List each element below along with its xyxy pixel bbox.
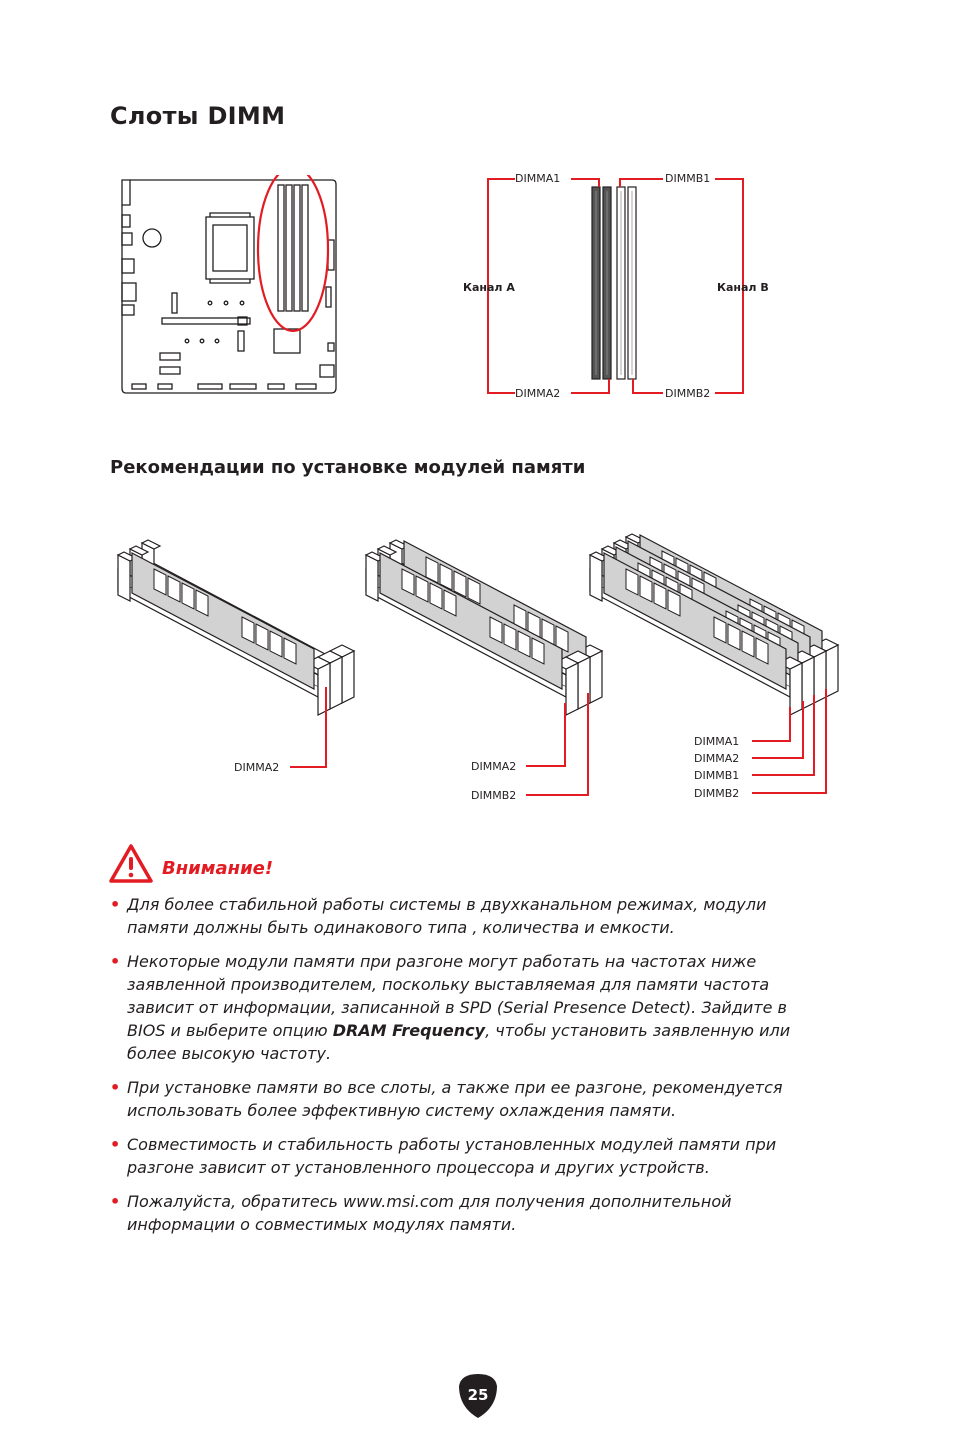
warning-item: • Пожалуйста, обратитесь www.msi.com для получения дополнительной информации о совместимых модулях памяти.	[110, 1190, 830, 1236]
motherboard-diagram	[110, 175, 340, 400]
c2-label-dimmb2: DIMMB2	[471, 789, 517, 802]
install-title: Рекомендации по установке модулей памяти	[110, 457, 586, 478]
config-2	[366, 540, 602, 802]
dimm-slot-diagram	[455, 165, 785, 405]
warning-item: • Для более стабильной работы системы в двухканальном режимах, модули памяти должны быть одинакового типа , количества и емкости.	[110, 893, 830, 939]
page-number: 25	[467, 1386, 489, 1404]
warning-item: • Некоторые модули памяти при разгоне могут работать на частотах ниже заявленной производителем, поскольку выставляемая для памяти частота зависит от информации, записанной в SPD (Serial Presence Detect). Зайдите в BIOS и выберите опцию DRAM Frequency, чтобы установить заявленную или более высокую частоту.	[110, 950, 830, 1065]
page-number-badge	[458, 1373, 498, 1419]
c3-label-dimmb1: DIMMB1	[694, 769, 740, 782]
section-title: Слоты DIMM	[110, 102, 286, 130]
warning-icon	[108, 843, 154, 885]
c3-label-dimmb2: DIMMB2	[694, 787, 740, 800]
dimm-slots	[592, 187, 636, 379]
label-dimma1: DIMMA1	[515, 172, 561, 185]
c1-label-dimma2: DIMMA2	[234, 761, 280, 774]
dram-frequency-option: DRAM Frequency	[332, 1021, 486, 1040]
install-configurations	[100, 525, 860, 810]
label-dimmb2: DIMMB2	[665, 387, 711, 400]
config-1	[118, 540, 354, 774]
warning-item: • При установке памяти во все слоты, а также при ее разгоне, рекомендуется использовать более эффективную систему охлаждения памяти.	[110, 1076, 830, 1122]
c3-label-dimma1: DIMMA1	[694, 735, 740, 748]
warning-title: Внимание!	[162, 858, 274, 879]
label-dimmb1: DIMMB1	[665, 172, 711, 185]
config-3	[590, 534, 838, 800]
c2-label-dimma2: DIMMA2	[471, 760, 517, 773]
label-channel-b: Канал B	[717, 281, 769, 294]
label-channel-a: Канал A	[463, 281, 515, 294]
warning-list	[110, 893, 830, 1247]
c3-label-dimma2: DIMMA2	[694, 752, 740, 765]
warning-item: • Совместимость и стабильность работы установленных модулей памяти при разгоне зависит от установленного процессора и других устройств.	[110, 1133, 830, 1179]
label-dimma2: DIMMA2	[515, 387, 561, 400]
